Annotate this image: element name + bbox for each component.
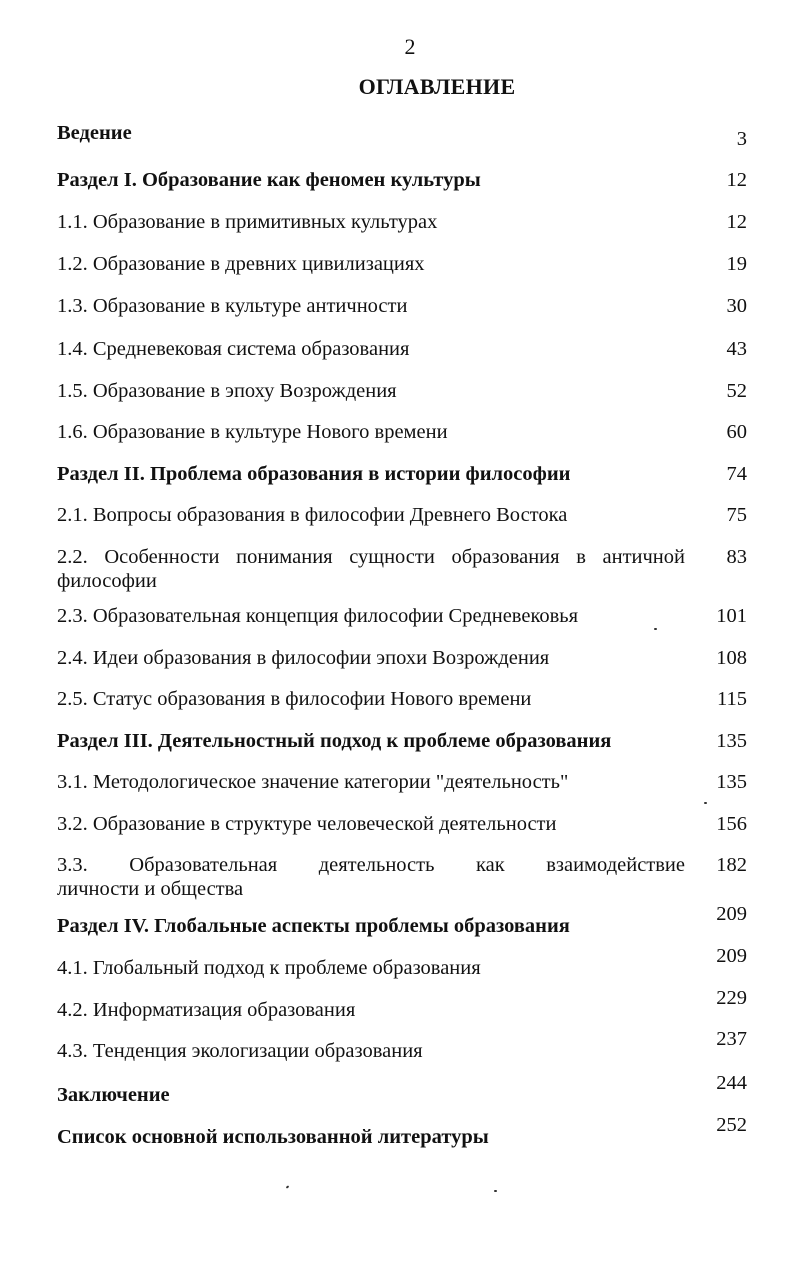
toc-entry-page-number: 75: [726, 504, 747, 526]
toc-entry-page-number: 101: [716, 605, 747, 627]
toc-entry-page-number: 19: [726, 253, 747, 275]
scan-speck: [286, 1185, 290, 1188]
toc-entry-title-text: 1.4. Средневековая система образования: [57, 338, 410, 360]
toc-entry-page-number: 43: [726, 338, 747, 360]
toc-entry-page-number: 209: [716, 945, 747, 967]
toc-entry-title: [57, 1083, 685, 1107]
toc-entry-title: [57, 462, 685, 486]
toc-entry-page-number: 74: [726, 463, 747, 485]
toc-entry-page-number: 209: [716, 903, 747, 925]
toc-entry-title-text: 4.2. Информатизация образования: [57, 999, 356, 1021]
toc-entry-title-text: 4.1. Глобальный подход к проблеме образования: [57, 957, 481, 979]
toc-entry-page-number: 135: [716, 730, 747, 752]
toc-entry-page-number: 12: [726, 169, 747, 191]
toc-entry-title-text: 1.6. Образование в культуре Нового времени: [57, 421, 448, 443]
toc-entry-title-continuation: философии: [57, 570, 157, 592]
toc-entry-title-text: 3.3. Образовательная деятельность как взаимодействие: [57, 854, 685, 876]
toc-entry-page-number: 60: [726, 421, 747, 443]
toc-entry-title-text: 2.4. Идеи образования в философии эпохи Возрождения: [57, 647, 550, 669]
toc-entry-title-text: 2.1. Вопросы образования в философии Древнего Востока: [57, 504, 568, 526]
toc-entry-title-text: Раздел IV. Глобальные аспекты проблемы образования: [57, 915, 570, 937]
toc-entry-title-text: Заключение: [57, 1084, 170, 1106]
toc-entry-title: [57, 604, 685, 628]
toc-entry-title-text: Раздел III. Деятельностный подход к проблеме образования: [57, 730, 612, 752]
toc-entry-page-number: 108: [716, 647, 747, 669]
toc-entry-title-text: 1.1. Образование в примитивных культурах: [57, 211, 438, 233]
toc-entry-page-number: 237: [716, 1028, 747, 1050]
toc-entry-title: [57, 210, 685, 234]
toc-entry-title-text: Раздел I. Образование как феномен культуры: [57, 169, 481, 191]
toc-entry-page-number: 115: [717, 688, 747, 710]
toc-entry-title: [57, 646, 685, 670]
toc-entry-title: [57, 729, 685, 753]
scan-speck: [494, 1190, 497, 1192]
toc-entry-title: [57, 914, 685, 938]
toc-entry-page-number: 182: [716, 854, 747, 876]
toc-entry-title-text: 2.5. Статус образования в философии Нового времени: [57, 688, 532, 710]
toc-entry-page-number: 3: [736, 128, 747, 150]
toc-entry-title: [57, 998, 685, 1022]
toc-entry-title-text: 3.2. Образование в структуре человеческой деятельности: [57, 813, 557, 835]
toc-entry-title-text: 1.5. Образование в эпоху Возрождения: [57, 380, 397, 402]
scan-speck: [704, 802, 707, 804]
toc-entry-page-number: 52: [726, 380, 747, 402]
toc-entry-page-number: 229: [716, 987, 747, 1009]
toc-entry-title: [57, 168, 685, 192]
toc-entry-title: [57, 121, 685, 145]
toc-entry-title-text: Раздел II. Проблема образования в истории философии: [57, 463, 571, 485]
toc-entry-page-number: 83: [726, 546, 747, 568]
page-number: 2: [404, 34, 416, 59]
toc-entry-title: [57, 770, 685, 794]
toc-entry-title-text: 1.2. Образование в древних цивилизациях: [57, 253, 425, 275]
toc-entry-title-text: 4.3. Тенденция экологизации образования: [57, 1040, 423, 1062]
toc-entry-title-text: 2.2. Особенности понимания сущности образования в античной: [57, 546, 685, 568]
toc-entry-title: [57, 337, 685, 361]
toc-entry-title: [57, 812, 685, 836]
toc-entry-title-text: 2.3. Образовательная концепция философии Средневековья: [57, 605, 579, 627]
toc-entry-page-number: 156: [716, 813, 747, 835]
toc-entry-title: [57, 956, 685, 980]
toc-entry-title: [57, 853, 685, 901]
toc-entry-title: [57, 420, 685, 444]
toc-entry-title: [57, 1039, 685, 1063]
toc-entry-title: [57, 294, 685, 318]
toc-entry-title: [57, 687, 685, 711]
toc-entry-title: [57, 503, 685, 527]
toc-entry-page-number: 252: [716, 1114, 747, 1136]
toc-heading: ОГЛАВЛЕНИЕ: [358, 74, 516, 99]
toc-entry-page-number: 30: [726, 295, 747, 317]
toc-entry-page-number: 244: [716, 1072, 747, 1094]
scan-speck: [654, 628, 657, 630]
toc-entry-title-text: 1.3. Образование в культуре античности: [57, 295, 408, 317]
toc-entry-title-text: Список основной использованной литературы: [57, 1126, 489, 1148]
toc-entry-title: [57, 252, 685, 276]
toc-entry-page-number: 135: [716, 771, 747, 793]
toc-entry-page-number: 12: [726, 211, 747, 233]
toc-entry-title-text: 3.1. Методологическое значение категории "деятельность": [57, 771, 569, 793]
toc-entry-title-continuation: личности и общества: [57, 878, 244, 900]
toc-entry-title: [57, 1125, 685, 1149]
toc-entry-title-text: Ведение: [57, 122, 132, 144]
toc-entry-title: [57, 379, 685, 403]
toc-entry-title: [57, 545, 685, 593]
